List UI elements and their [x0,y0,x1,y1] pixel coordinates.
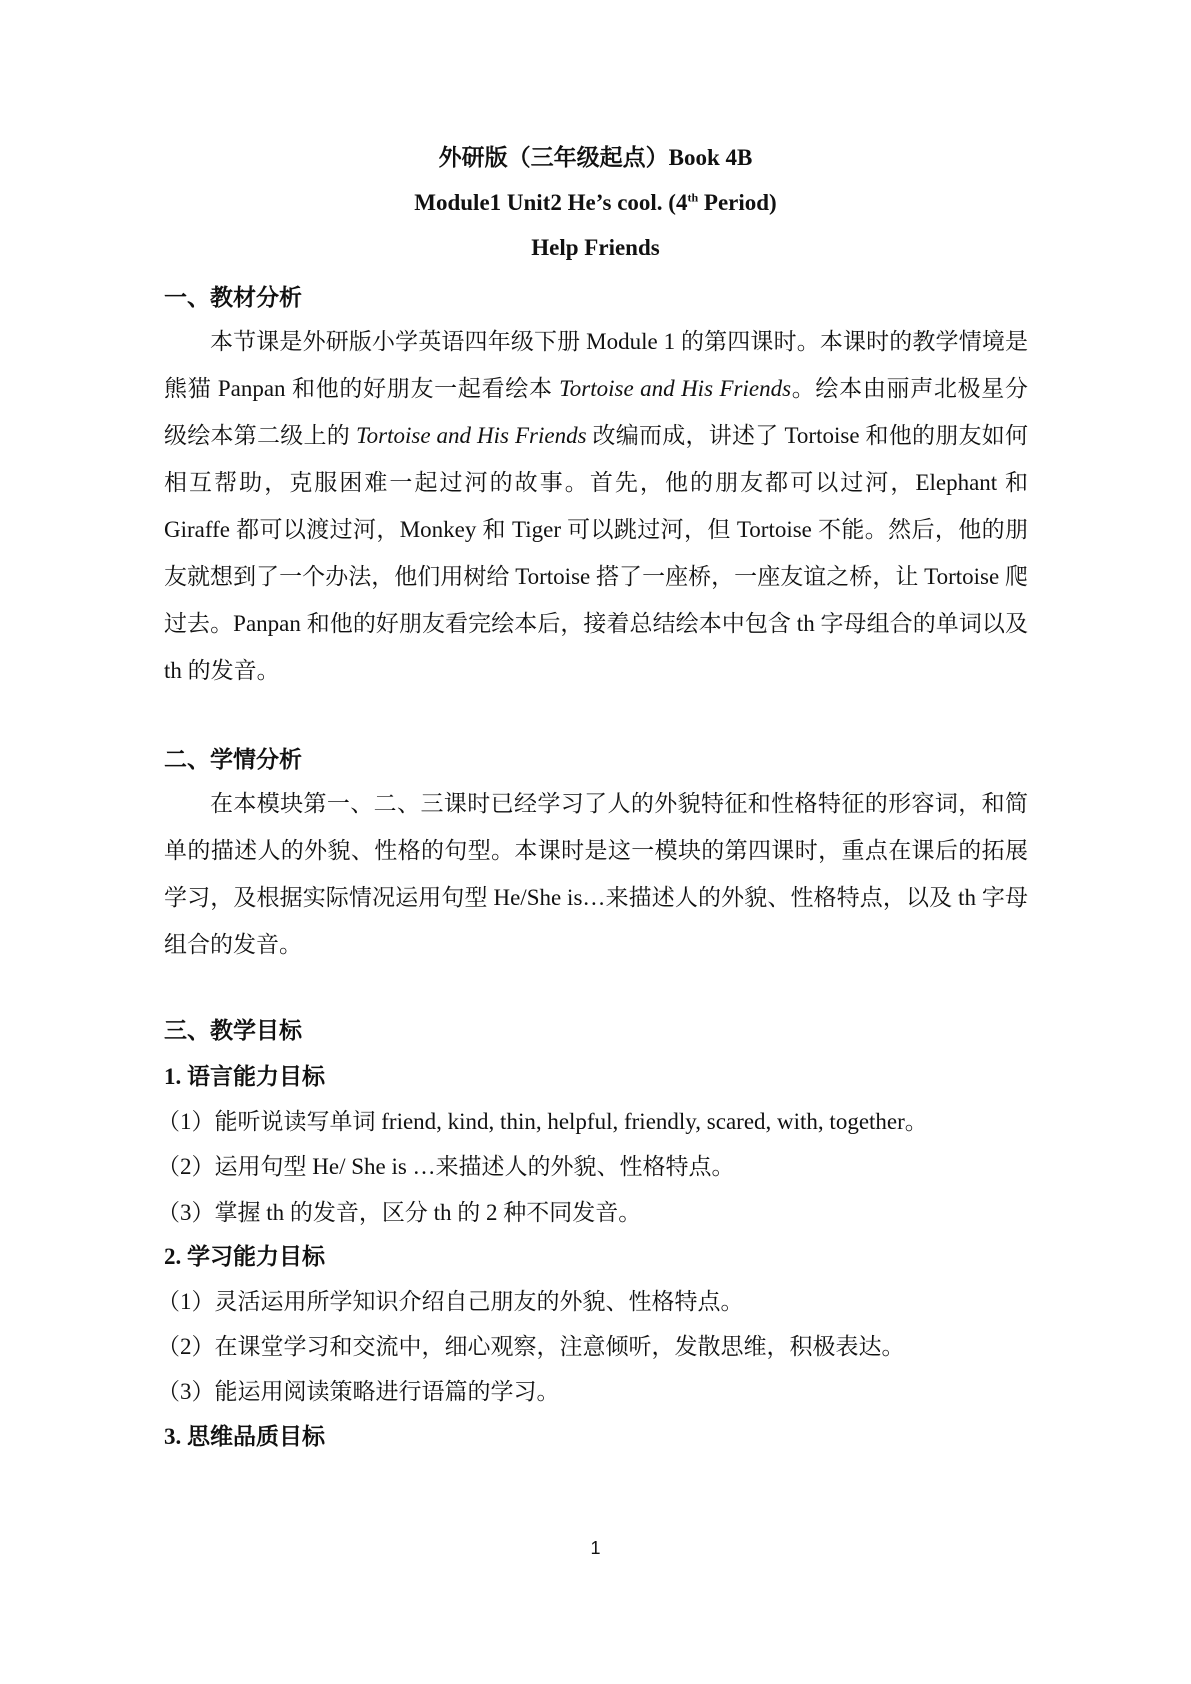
text-run: 改编而成，讲述了 Tortoise 和他的朋友如何相互帮助，克服困难一起过河的故事。首先，他的朋友都可以过河，Elephant 和 Giraffe 都可以渡过河，Monkey 和 Tiger 可以跳过河，但 Tortoise 不能。然后，他的朋友就想到了一个办法，他们用树给 Tortoise 搭了一座桥，一座友谊之桥，让 Tortoise 爬过去。Panpan 和他的好朋友看完绘本后，接着总结绘本中包含 th 字母组合的单词以及 th 的发音。 [164,423,1029,683]
page-number: 1 [590,1538,601,1558]
subheading-thinking-goals: 3. 思维品质目标 [164,1424,325,1449]
list-item: （3）能运用阅读策略进行语篇的学习。 [157,1379,560,1404]
lesson-title-text: Help Friends [531,235,660,260]
section-heading-material-analysis: 一、教材分析 [164,285,302,310]
text-run: 。绘本由丽声北极星分级绘本第二级上的 [164,376,1028,448]
subtitle-text-b: Period) [698,190,777,215]
doc-subtitle [0,188,1191,218]
list-item: （2）运用句型 He/ She is …来描述人的外貌、性格特点。 [157,1154,735,1179]
section-heading-teaching-goals: 三、教学目标 [164,1018,302,1043]
doc-title [0,143,1191,173]
doc-title-text: 外研版（三年级起点）Book 4B [438,145,753,170]
list-item: （3）掌握 th 的发音，区分 th 的 2 种不同发音。 [157,1200,642,1225]
paragraph-student-analysis: 在本模块第一、二、三课时已经学习了人的外貌特征和性格特征的形容词，和简单的描述人的外貌、性格的句型。本课时是这一模块的第四课时，重点在课后的拓展学习，及根据实际情况运用句型 He/She is…来描述人的外貌、性格特点，以及 th 字母组合的发音。 [164,791,1028,957]
text-run: 本节课是外研版小学英语四年级下册 Module 1 的第四课时。本课时的教学情境是熊猫 Panpan 和他的好朋友一起看绘本 [164,329,1028,401]
subheading-learning-goals: 2. 学习能力目标 [164,1244,325,1269]
paragraph-material-analysis [164,318,1028,694]
subheading-language-goals: 1. 语言能力目标 [164,1064,325,1089]
list-item: （1）能听说读写单词 friend, kind, thin, helpful, friendly, scared, with, together。 [157,1109,928,1134]
subtitle-text-a: Module1 Unit2 He’s cool. (4 [414,190,688,215]
list-item: （2）在课堂学习和交流中，细心观察，注意倾听，发散思维，积极表达。 [157,1334,905,1359]
list-item: （1）灵活运用所学知识介绍自己朋友的外貌、性格特点。 [157,1289,744,1314]
book-title-italic: Tortoise and His Friends [559,376,792,401]
lesson-title [0,233,1191,263]
book-title-italic: Tortoise and His Friends [355,423,587,448]
section-heading-student-analysis: 二、学情分析 [164,747,302,772]
subtitle-superscript: th [687,190,699,205]
